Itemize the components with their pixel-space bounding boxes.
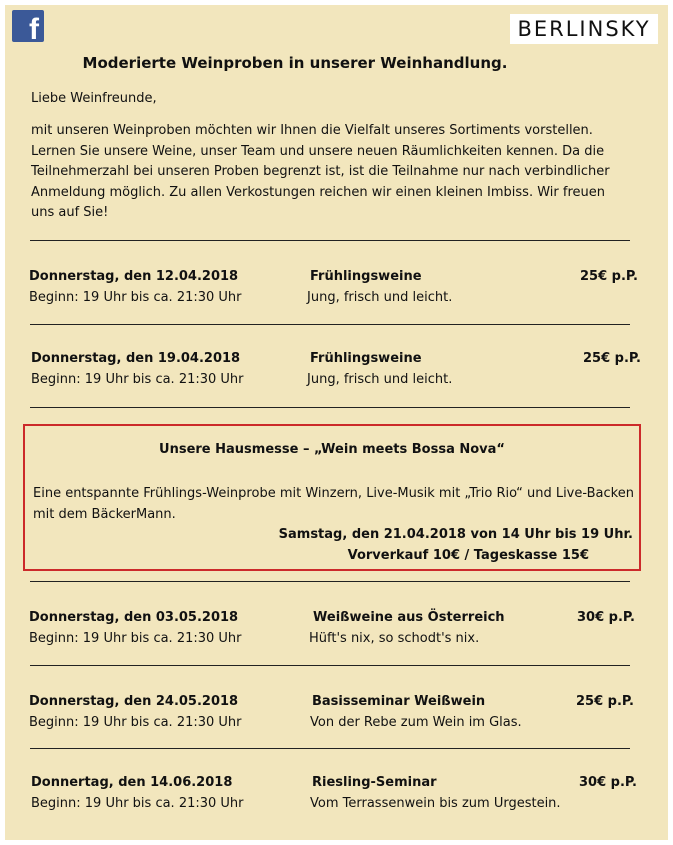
facebook-icon[interactable] — [12, 10, 44, 46]
event-date: Donnerstag, den 19.04.2018 — [31, 351, 241, 366]
flyer — [5, 5, 668, 840]
event-description: Jung, frisch und leicht. — [307, 290, 453, 305]
facebook-glyph: f — [29, 13, 39, 46]
event-row — [5, 269, 668, 313]
hausmesse-date: Samstag, den 21.04.2018 von 14 Uhr bis 19 Uhr. — [278, 527, 633, 542]
event-row — [5, 775, 668, 819]
event-time: Beginn: 19 Uhr bis ca. 21:30 Uhr — [31, 796, 244, 811]
divider — [30, 748, 630, 749]
event-row — [5, 610, 668, 654]
hausmesse-box — [23, 424, 641, 571]
event-date: Donnerstag, den 24.05.2018 — [29, 694, 239, 709]
hausmesse-tickets: Vorverkauf 10€ / Tageskasse 15€ — [347, 548, 589, 563]
event-name: Riesling-Seminar — [312, 775, 437, 790]
event-date: Donnerstag, den 12.04.2018 — [29, 269, 239, 284]
event-description: Vom Terrassenwein bis zum Urgestein. — [310, 796, 561, 811]
event-time: Beginn: 19 Uhr bis ca. 21:30 Uhr — [29, 290, 242, 305]
event-time: Beginn: 19 Uhr bis ca. 21:30 Uhr — [29, 631, 242, 646]
event-description: Hüft's nix, so schodt's nix. — [309, 631, 480, 646]
hausmesse-description: Eine entspannte Frühlings-Weinprobe mit Winzern, Live-Musik mit „Trio Rio“ und Live-Backen mit dem BäckerMann. — [33, 486, 634, 522]
event-price: 25€ p.P. — [576, 694, 634, 709]
divider — [30, 324, 630, 325]
hausmesse-title: Unsere Hausmesse – „Wein meets Bossa Nova“ — [159, 442, 505, 457]
event-row — [5, 351, 668, 395]
event-price: 30€ p.P. — [579, 775, 637, 790]
divider — [30, 665, 630, 666]
event-name: Frühlingsweine — [310, 269, 422, 284]
divider — [30, 407, 630, 408]
event-time: Beginn: 19 Uhr bis ca. 21:30 Uhr — [31, 372, 244, 387]
berlinsky-logo: BERLINSKY — [510, 14, 658, 44]
divider — [30, 240, 630, 241]
event-description: Von der Rebe zum Wein im Glas. — [310, 715, 522, 730]
event-name: Frühlingsweine — [310, 351, 422, 366]
event-name: Weißweine aus Österreich — [313, 610, 505, 625]
event-date: Donnerstag, den 03.05.2018 — [29, 610, 239, 625]
page-title: Moderierte Weinproben in unserer Weinhandlung. — [82, 54, 508, 72]
event-price: 25€ p.P. — [583, 351, 641, 366]
divider — [30, 581, 630, 582]
event-name: Basisseminar Weißwein — [312, 694, 486, 709]
event-price: 25€ p.P. — [580, 269, 638, 284]
greeting: Liebe Weinfreunde, — [31, 91, 157, 106]
event-description: Jung, frisch und leicht. — [307, 372, 453, 387]
event-time: Beginn: 19 Uhr bis ca. 21:30 Uhr — [29, 715, 242, 730]
event-price: 30€ p.P. — [577, 610, 635, 625]
event-row — [5, 694, 668, 738]
event-date: Donnertag, den 14.06.2018 — [31, 775, 233, 790]
intro-text: mit unseren Weinproben möchten wir Ihnen die Vielfalt unseres Sortiments vorstellen. Lernen Sie unsere Weine, unser Team und unsere neuen Räumlichkeiten kennen. Da die Teilnehmerzahl bei unseren Proben begrenzt ist, ist die Teilnahme nur nach verbindlicher Anmeldung möglich. Zu allen Verkostungen reichen wir einen kleinen Imbiss. Wir freuen uns auf Sie! — [31, 123, 610, 220]
